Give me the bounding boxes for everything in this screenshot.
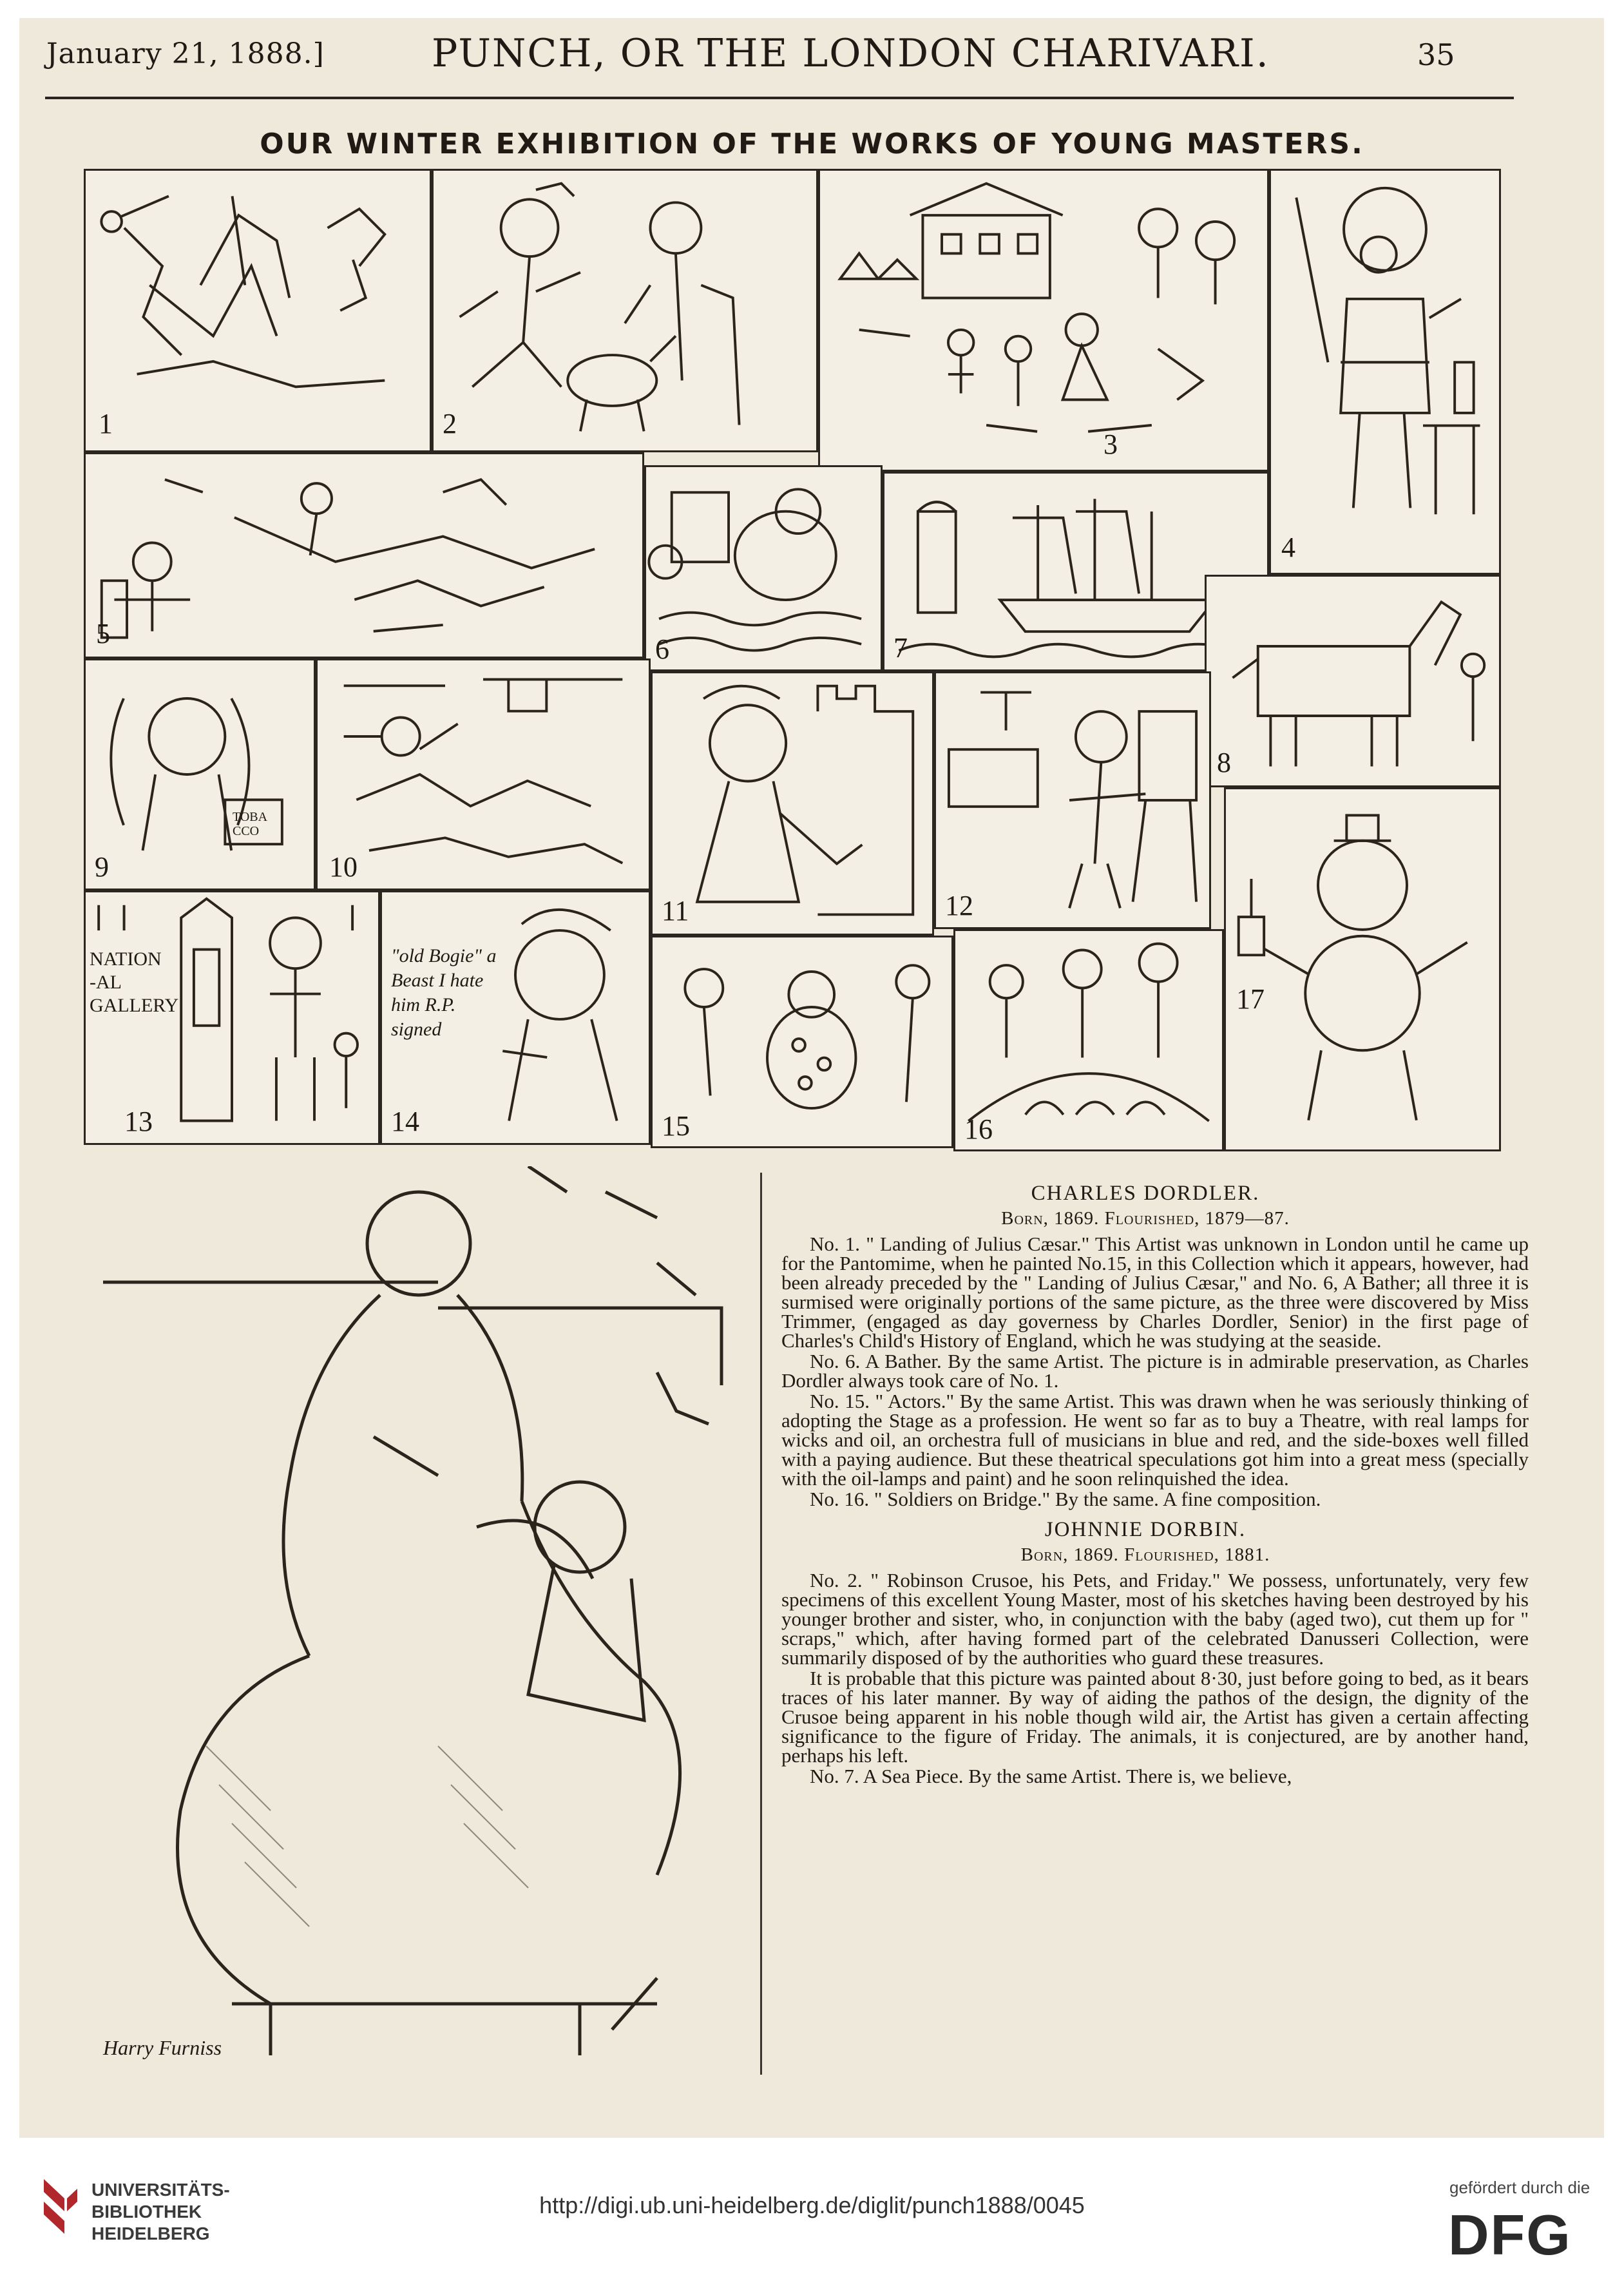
young-painter-drawing [936, 673, 1209, 927]
section-johnnie-dorbin [762, 1518, 1529, 1786]
tobacco-gentleman-drawing [86, 660, 314, 889]
mother-child-engraving [77, 1166, 747, 2071]
tobacco-label: TOBA CCO [233, 810, 267, 838]
highlander-drawing [1271, 171, 1499, 573]
panel-number: 3 [1103, 428, 1118, 460]
clown-drawing [1226, 789, 1499, 1149]
dfg-logo: DFG [1448, 2203, 1572, 2267]
panel-number: 16 [964, 1113, 993, 1145]
panel-number: 6 [655, 633, 669, 665]
crusoe-pets-drawing [434, 171, 816, 450]
paragraph: No. 1. " Landing of Julius Cæsar." This Artist was unknown in London until he came up for the Pantomime, when he painted No.15, in this Collection which it appears, however, had been already preceded by the " Landing of Julius Cæsar," and No. 6, A Bather; all three it is surmised were originally portions of the same picture, as the three were discovered by Miss Trimmer, (engaged as day governess by Charles Dordler, Senior) in the first page of Charles's Child's History of England, which he was studying at the seaside. [781, 1233, 1529, 1352]
mother-child-illustration [77, 1166, 747, 2071]
header-rule [45, 97, 1514, 99]
paragraph: No. 7. A Sea Piece. By the same Artist. There is, we believe, [810, 1765, 1292, 1787]
paragraph: No. 6. A Bather. By the same Artist. The picture is in admirable preservation, as Charles Dordler always took care of No. 1. [781, 1350, 1529, 1392]
library-line: HEIDELBERG [91, 2224, 210, 2243]
panel-number: 15 [662, 1110, 690, 1142]
panel-number: 7 [893, 632, 908, 664]
artist-signature: Harry Furniss [103, 2036, 222, 2059]
panel-number: 14 [391, 1106, 419, 1137]
battle-drawing [318, 660, 649, 889]
panel-14 [380, 890, 651, 1145]
panel-4 [1269, 169, 1501, 575]
panel-6 [644, 465, 883, 671]
panel-12 [934, 671, 1211, 929]
article-column [760, 1173, 1529, 2075]
panel-number: 1 [99, 408, 113, 439]
masthead-title: PUNCH, OR THE LONDON CHARIVARI. [432, 31, 1270, 76]
panel-number: 9 [95, 851, 109, 883]
paragraph: It is probable that this picture was painted about 8·30, just before going to bed, as it bears traces of his later manner. By way of aiding the pathos of the design, the dignity of the Crusoe being apparent in his noble though wild air, the Artist has given a certain affecting significance to the figure of Friday. The animals, it is conjectured, are by another hand, perhaps his left. [781, 1667, 1529, 1767]
hunt-drawing [86, 454, 642, 657]
library-line: UNIVERSITÄTS- [91, 2180, 230, 2200]
bogie-caption: "old Bogie" a Beast I hate him R.P. signed [391, 945, 497, 1040]
funded-by-label: gefördert durch die [1449, 2178, 1591, 2197]
panel-11 [651, 671, 934, 936]
panel-3 [818, 169, 1269, 472]
panel-10 [316, 658, 651, 890]
paragraph: No. 16. " Soldiers on Bridge." By the same. A fine composition. [810, 1488, 1321, 1510]
panel-16 [953, 929, 1224, 1151]
panel-number: 12 [945, 890, 973, 921]
page-number: 35 [1417, 37, 1455, 72]
drawings-grid [84, 169, 1501, 1171]
panel-17 [1224, 787, 1501, 1151]
panel-number: 8 [1217, 747, 1231, 778]
panel-number: 2 [443, 408, 457, 439]
panel-2 [432, 169, 818, 452]
paragraph: No. 2. " Robinson Crusoe, his Pets, and Friday." We possess, unfortunately, very few specimens of this excellent Young Master, most of his sketches having been destroyed by his younger brother and sister, who, in conjunction with the baby (aged two), cut them up for " scraps," which, after having formed part of the celebrated Danusseri Collection, were summarily disposed of by the authorities who guard these treasures. [781, 1569, 1529, 1669]
gallery-sign: NATION -AL GALLERY [90, 948, 179, 1016]
jester-castle-drawing [653, 673, 932, 934]
exhibition-title: OUR WINTER EXHIBITION OF THE WORKS OF YOUNG MASTERS. [260, 128, 1364, 160]
soldiers-on-bridge-drawing [955, 931, 1222, 1149]
panel-number: 13 [124, 1106, 153, 1137]
bather-drawing [646, 467, 881, 669]
house-and-family-drawing [820, 171, 1267, 470]
viewer-footer [0, 2152, 1624, 2277]
library-line: BIBLIOTHEK [91, 2202, 202, 2222]
scribble-landing-drawing [86, 171, 430, 450]
panel-5 [84, 452, 644, 658]
panel-number: 5 [96, 618, 110, 649]
panel-number: 4 [1281, 532, 1295, 563]
panel-number: 11 [662, 895, 689, 927]
section-subtitle: Born, 1869. Flourished, 1879—87. [1001, 1208, 1290, 1229]
section-title: JOHNNIE DORBIN. [1044, 1518, 1247, 1541]
panel-9 [84, 658, 316, 890]
paragraph: No. 15. " Actors." By the same Artist. This was drawn when he was seriously thinking of adopting the Stage as a profession. He went so far as to buy a Theatre, with real lamps for wicks and oil, an orchestra full of musicians in blue and red, and the side-boxes well filled with a paying audience. But these theatrical speculations got him into a great mess (specially with the oil-lamps and paint) and he soon relinquished the idea. [781, 1390, 1529, 1490]
panel-1 [84, 169, 432, 452]
panel-number: 17 [1236, 983, 1265, 1015]
panel-13 [84, 890, 380, 1145]
section-charles-dordler [762, 1182, 1529, 1509]
actors-drawing [653, 937, 951, 1146]
panel-number: 10 [329, 851, 358, 883]
section-subtitle: Born, 1869. Flourished, 1881. [1020, 1544, 1270, 1565]
permalink-url[interactable]: http://digi.ub.uni-heidelberg.de/diglit/punch1888/0045 [539, 2192, 1085, 2218]
horse-drawing [1207, 577, 1499, 785]
panel-8 [1205, 575, 1501, 787]
panel-15 [651, 936, 953, 1148]
issue-date: January 21, 1888.] [46, 37, 325, 70]
section-title: CHARLES DORDLER. [1031, 1182, 1260, 1205]
